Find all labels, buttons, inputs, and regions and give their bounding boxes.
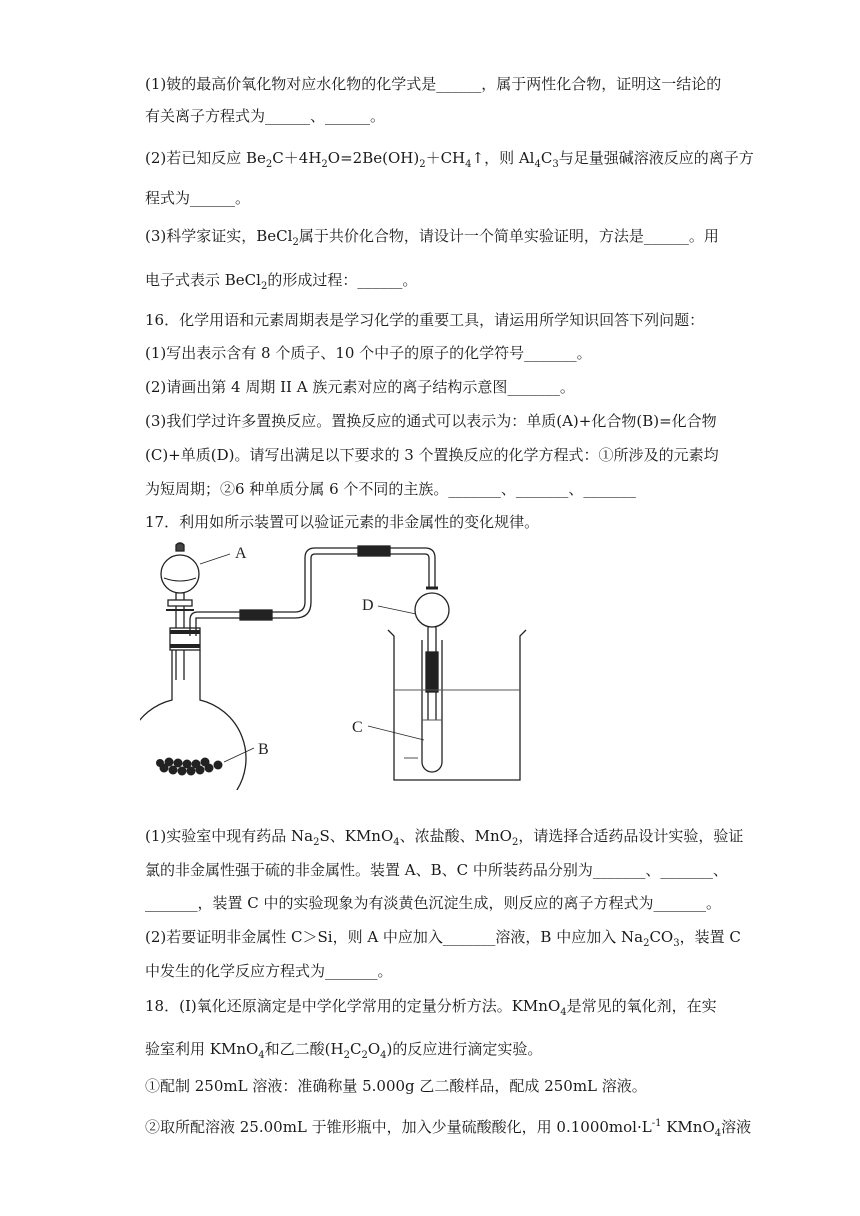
text-segment: CO — [649, 928, 674, 946]
text-segment: 的形成过程：______。 — [267, 271, 418, 289]
subscript: 3 — [552, 159, 559, 170]
text-segment: S、KMnO — [319, 827, 394, 845]
text-segment: 溶液 — [721, 1118, 752, 1136]
q17-part2-line1 — [145, 927, 741, 954]
q16-part1: (1)写出表示含有 8 个质子、10 个中子的原子的化学符号_______。 — [145, 344, 592, 362]
subscript: 2 — [643, 938, 650, 949]
text-segment: ↑，则 Al — [471, 149, 535, 167]
subscript: 2 — [361, 1050, 368, 1061]
rubber-connector — [240, 610, 272, 620]
q18-step2 — [145, 1114, 751, 1144]
text-segment: (1)实验室中现有药品 Na — [145, 827, 314, 845]
text-segment: )的反应进行滴定实验。 — [386, 1040, 543, 1058]
text-segment: 18．(I)氧化还原滴定是中学化学常用的定量分析方法。KMnO — [145, 997, 561, 1015]
q15-part1-line2: 有关离子方程式为______、______。 — [145, 107, 386, 125]
funnel-bulb — [161, 555, 199, 593]
drying-bulb — [415, 593, 449, 627]
text-segment: ②取所配溶液 25.00mL 于锥形瓶中，加入少量硫酸酸化，用 0.1000mol·L — [145, 1118, 652, 1136]
q18-line1 — [145, 996, 717, 1023]
text-segment: C＋4H — [272, 149, 322, 167]
text-segment: ＋CH — [425, 149, 466, 167]
q18-line2 — [145, 1039, 542, 1066]
text-segment: (2)若要证明非金属性 C＞Si，则 A 中应加入_______溶液，B 中应加入 Na — [145, 928, 644, 946]
text-segment: 和乙二酸(H — [264, 1040, 344, 1058]
q15-part3-line2 — [145, 270, 417, 297]
text-segment: 验室利用 KMnO — [145, 1040, 259, 1058]
label-c: C — [352, 719, 363, 736]
subscript: 4 — [258, 1050, 265, 1061]
q16-stem: 16．化学用语和元素周期表是学习化学的重要工具，请运用所学知识回答下列问题： — [145, 311, 705, 329]
q17-part2-line2: 中发生的化学反应方程式为_______。 — [145, 962, 393, 980]
subscript: 3 — [673, 938, 680, 949]
q16-part3-line3: 为短周期；②6 种单质分属 6 个不同的主族。_______、_______、_______ — [145, 480, 636, 498]
subscript: 4 — [465, 159, 472, 170]
funnel-stopcock — [168, 600, 192, 606]
text-segment: 与足量强碱溶液反应的离子方 — [558, 149, 754, 167]
funnel-stopper — [176, 543, 184, 551]
q15-part2-line2: 程式为______。 — [145, 189, 251, 207]
subscript: 2 — [511, 837, 519, 848]
subscript: 2 — [260, 281, 268, 292]
label-a: A — [235, 545, 247, 562]
text-segment: (3)科学家证实，BeCl — [145, 227, 293, 245]
text-segment: ，装置 C — [679, 928, 741, 946]
text-segment: 是常见的氧化剂，在实 — [566, 997, 717, 1015]
subscript: 2 — [321, 159, 328, 170]
q15-part3-line1 — [145, 226, 719, 253]
text-segment: C — [540, 149, 553, 167]
text-segment: 属于共价化合物，请设计一个简单实验证明，方法是______。用 — [298, 227, 719, 245]
q15-part2-line1 — [145, 148, 754, 175]
subscript: 4 — [714, 1128, 722, 1139]
q16-part3-line2: (C)+单质(D)。请写出满足以下要求的 3 个置换反应的化学方程式：①所涉及的元素均 — [145, 446, 719, 464]
subscript: 2 — [343, 1050, 350, 1061]
subscript: 2 — [313, 837, 320, 848]
rubber-connector — [358, 546, 390, 556]
subscript: 4 — [534, 159, 541, 170]
subscript: 2 — [419, 159, 426, 170]
text-segment: O — [367, 1040, 381, 1058]
text-segment: KMnO — [661, 1118, 715, 1136]
text-segment: O=2Be(OH) — [327, 149, 420, 167]
subscript: 2 — [292, 237, 299, 248]
text-segment: ，请选择合适药品设计实验，验证 — [518, 827, 744, 845]
solid-particles — [156, 758, 223, 776]
q15-part1-line1: (1)铍的最高价氧化物对应水化物的化学式是______，属于两性化合物，证明这一结论的 — [145, 75, 722, 93]
beaker — [388, 630, 526, 780]
text-segment: 、浓盐酸、MnO — [399, 827, 512, 845]
subscript: 4 — [380, 1050, 387, 1061]
superscript: -1 — [651, 1118, 662, 1129]
subscript: 4 — [393, 837, 400, 848]
text-segment: (2)若已知反应 Be — [145, 149, 266, 167]
q16-part3-line1: (3)我们学过许多置换反应。置换反应的通式可以表示为：单质(A)+化合物(B)=化合物 — [145, 412, 717, 430]
q16-part2: (2)请画出第 4 周期 II A 族元素对应的离子结构示意图_______。 — [145, 378, 575, 396]
q17-stem: 17．利用如所示装置可以验证元素的非金属性的变化规律。 — [145, 513, 540, 531]
label-d: D — [362, 597, 374, 614]
label-b: B — [258, 741, 269, 758]
q17-part1-line1 — [145, 826, 743, 853]
subscript: 4 — [560, 1007, 567, 1018]
delivery-tube — [190, 548, 435, 636]
text-segment: 电子式表示 BeCl — [145, 271, 261, 289]
q18-step1: ①配制 250mL 溶液：准确称量 5.000g 乙二酸样品，配成 250mL 溶液。 — [145, 1077, 647, 1095]
experiment-apparatus-diagram — [140, 540, 580, 790]
q17-part1-line3: _______，装置 C 中的实验现象为有淡黄色沉淀生成，则反应的离子方程式为_______。 — [145, 894, 722, 912]
subscript: 2 — [265, 159, 273, 170]
text-segment: C — [349, 1040, 362, 1058]
q17-part1-line2: 氯的非金属性强于硫的非金属性。装置 A、B、C 中所装药品分别为_______、_______、 — [145, 861, 728, 879]
